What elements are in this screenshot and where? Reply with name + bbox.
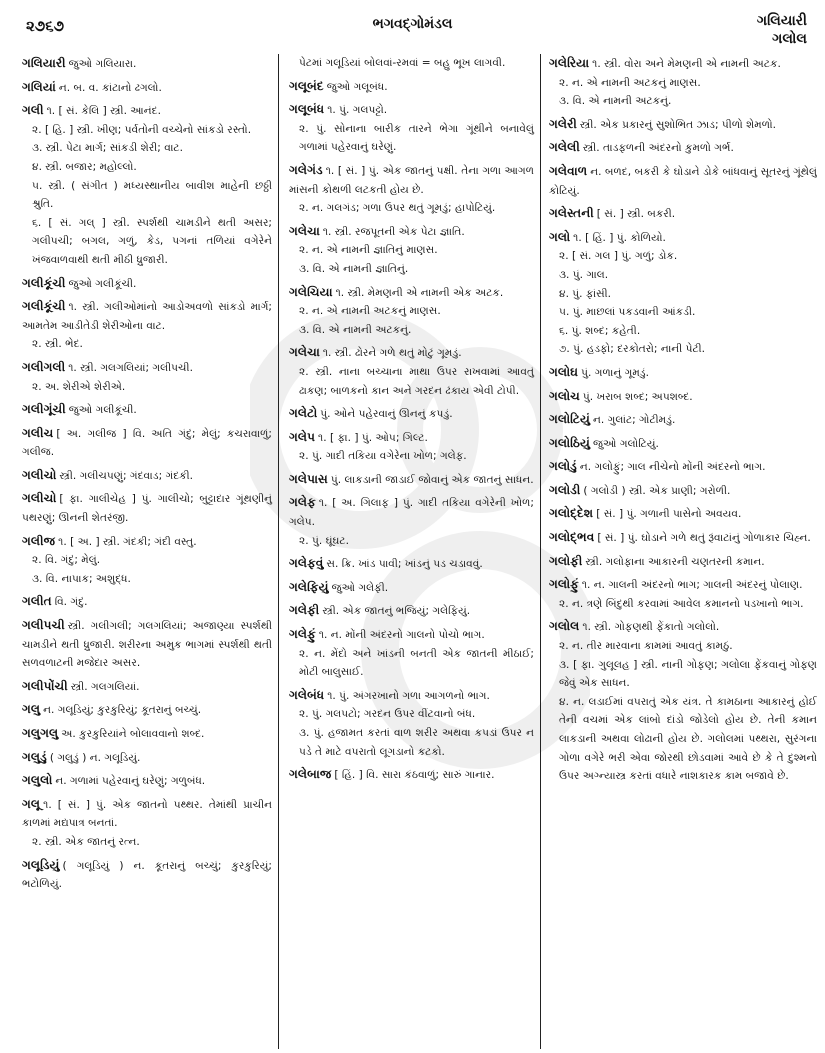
entry-definition: ન. ગલૂડિયું; કુરકુરિયું; કૂતરાનું બચ્ચું. (43, 704, 202, 717)
entry-sense: ૫. સ્ત્રી. ( સંગીત ) મધ્યસ્થાનીય બાવીશ માહેની છઠ્ઠી શ્રુતિ. (32, 179, 272, 211)
entry-headword: ગલીચ (22, 425, 54, 440)
dictionary-entry (549, 481, 817, 501)
dictionary-entry (22, 677, 272, 697)
dictionary-entry (549, 504, 817, 524)
entry-headword: ગલોલ (549, 619, 580, 634)
entry-definition: પું. ખરાબ શબ્દ; અપશબ્દ. (582, 390, 693, 403)
dictionary-entry (549, 552, 817, 572)
entry-definition: ન. બળદ, બકરી કે ઘોડાને ડોકે બાંધવાનું સૂતરનું ગૂંથેલું કોટિયું. (549, 165, 817, 197)
entry-headword: ગલોદ્દેશ (549, 506, 594, 521)
entry-sense: ૫. પું. માછલાં પકડવાની આંકડી. (559, 306, 696, 319)
dictionary-entry (549, 162, 817, 200)
entry-sense: ૨. સ્ત્રી. ભેદ. (32, 338, 83, 351)
page-number: ૨૭૬૭ (26, 17, 65, 35)
entry-headword: ગલુગલુ (22, 726, 59, 740)
dictionary-entry (22, 297, 272, 354)
entry-headword: ગલેસ્તની (549, 206, 594, 221)
dictionary-entry (289, 493, 534, 550)
dictionary-entry (549, 575, 817, 613)
entry-sense: ૨. પું. ઘૂંઘટ. (299, 534, 349, 547)
entry-headword: ગલીકૂંચી (22, 275, 66, 290)
entry-definition: જુઓ ગલીકૂંચી. (68, 404, 137, 417)
entry-definition: પેટમાં ગલૂડિયાં બોલવાં-રમવાં = બહુ ભૂખ લાગવી. (299, 57, 506, 69)
column-2 (278, 54, 540, 1049)
dictionary-entry (549, 457, 817, 477)
entry-headword: ગલીચો (22, 491, 57, 506)
entry-sense: ૨. વિ. ગંદું; મેલું. (32, 554, 101, 567)
entry-sense: ૨. ન. મેંદો અને ખાંડની બનતી એક જાતની મીઠાઈ; મોટી બાલુસાઈ. (299, 647, 534, 679)
entry-headword: ગલીગલી (22, 359, 66, 374)
entry-definition: ૧. સ્ત્રી. ઢોરને ગળે થતું મોટું ગૂમડું. (322, 347, 462, 360)
dictionary-entry (289, 54, 534, 73)
entry-sense: ૪. ન. લડાઈમાં વપરાતું એક યંત્ર. તે કામઠાના આકારનું હોઈ તેની વચમાં એક લાંબો દાંડો જોડેલો હોય છે. તેની કમાન લાકડાની અથવા લોઢાની હોય છે. ગલોલમાં પથ્થરા, સુરંગના ગોળા વગેરે ભરી એવા જોરથી છોડવામાં આવે છે કે તે દુશ્મનો ઉપર અગ્ન્યાસ્ત્ર કરતાં વધારે નાશકારક કામ બજાવે છે. (559, 695, 817, 783)
entry-sense: ૨. [ સં. ગલ ] પું. ગળું; ડોક. (559, 250, 678, 263)
entry-sense: ૨. પું. ગાદી તકિયા વગેરેના ખોળ; ગલેફ. (299, 450, 467, 463)
dictionary-entry (22, 748, 272, 768)
entry-definition: ૧. પું. અંગરખાનો ગળા આગળનો ભાગ. (327, 689, 490, 702)
dictionary-entry (549, 228, 817, 359)
dictionary-entry (549, 410, 817, 430)
entry-definition: પું. ઓને પહેરવાનું ઊનનું કપડું. (320, 408, 453, 421)
dictionary-entry (22, 532, 272, 589)
entry-definition: ૧. [ સં. ] પું. એક જાતનો પથ્થર. તેમાંથી પ્રાચીન કાળમાં મદ્યપાત્ર બનતાં. (22, 798, 272, 830)
guide-word-last: ગલોલ (772, 31, 807, 47)
dictionary-entry (549, 528, 817, 548)
entry-sense: ૨. [ હિ. ] સ્ત્રી. ખીણ; પર્વતોની વચ્ચેનો સાંકડો રસ્તો. (32, 123, 252, 136)
guide-word-first: ગલિયારી (756, 13, 807, 29)
entry-headword: ગલેફું (289, 627, 316, 642)
entry-headword: ગલેપાસ (289, 471, 328, 486)
entry-definition: ૧. સ્ત્રી. રજપૂતની એક પેટા જ્ઞાતિ. (322, 225, 465, 238)
entry-headword: ગલીપચી (22, 618, 65, 633)
dictionary-columns (22, 54, 817, 1049)
entry-definition: ૧. ન. મોંની અંદરનો ગાલનો પોચો ભાગ. (318, 629, 485, 642)
dictionary-entry (549, 204, 817, 224)
entry-sense: ૩. પું. હજામત કરતાં વાળ શરીર અથવા કપડાં ઉપર ન પડે તે માટે વપરાતો લૂગડાનો કટકો. (299, 727, 534, 758)
entry-sense: ૨. ન. તીર મારવાના કામમાં આવતું કામઠું. (559, 640, 733, 653)
dictionary-entry (289, 554, 534, 574)
dictionary-entry (289, 686, 534, 761)
entry-definition: ૧. [ સં. ] પું. એક જાતનું પક્ષી. તેના ગળા આગળ માંસની કોથળી લટકતી હોય છે. (289, 164, 534, 196)
entry-definition: સ્ત્રી. ગલગલિયાં. (70, 680, 140, 693)
dictionary-entry (22, 489, 272, 527)
entry-sense: ૩. [ ફા. ગુલૂલહ ] સ્ત્રી. નાની ગોફણ; ગલોલા ફેંકવાનું ગોફણ જેવું એક સાધન. (559, 658, 817, 690)
entry-definition: જુઓ ગલેફી. (331, 581, 389, 594)
entry-definition: ૧. [ અ. ગિલાફ ] પું. ગાદી તકિયા વગેરેની ખોળ; ગલેપ. (289, 497, 534, 529)
entry-definition: ( ગલોડી ) સ્ત્રી. એક પ્રાણી; ગરોળી. (583, 484, 731, 497)
entry-sense: ૩. વિ. એ નામની અટકનું. (559, 95, 672, 108)
entry-sense: ૨. પું. ગલપટો; ગરદન ઉપર વીંટવાનો બંધ. (299, 708, 476, 721)
dictionary-entry (22, 466, 272, 486)
entry-sense: ૨. પું. સોનાના બારીક તારને ભેગા ગૂંથીને બનાવેલું ગળામાં પહેરવાનું ઘરેણું. (299, 122, 534, 154)
dictionary-entry (22, 616, 272, 673)
entry-definition: ૧. ન. ગાલની અંદરનો ભાગ; ગાલની અંદરનું પોલાણ. (581, 579, 803, 592)
entry-headword: ગલેફિયું (289, 579, 329, 594)
entry-definition: [ સં. ] પું. ઘોડાને ગળે થતું રૂંવાટાંનું ગોળાકાર ચિહ્ન. (597, 532, 811, 545)
dictionary-entry (22, 400, 272, 420)
entry-headword: ગલિયારી (22, 56, 66, 70)
entry-headword: ગલીચો (22, 467, 57, 482)
entry-headword: ગલીકૂંચી (22, 299, 66, 314)
entry-headword: ગલેગંડ (289, 162, 323, 177)
entry-definition: પું. ગળાનું ગૂમડું. (581, 366, 649, 379)
entry-headword: ગલિયાં (22, 79, 56, 94)
dictionary-entry (549, 434, 817, 454)
dictionary-entry (289, 100, 534, 157)
dictionary-entry (289, 283, 534, 340)
entry-headword: ગલો (549, 229, 571, 244)
entry-sense: ૩. વિ. એ નામની અટકનું. (299, 323, 412, 336)
dictionary-entry (22, 54, 272, 74)
entry-definition: સ્ત્રી. એક જાતનું ભજિયું; ગલેફિયું. (322, 605, 471, 618)
dictionary-entry (289, 161, 534, 218)
entry-sense: ૨. ન. એ નામની જ્ઞાતિનું માણસ. (299, 244, 438, 257)
entry-definition: સ્ત્રી. ગલોફાના આકારની ચણતરની કમાન. (585, 555, 765, 568)
entry-headword: ગલૂબંદ (289, 78, 324, 93)
entry-headword: ગલેવાળ (549, 163, 588, 178)
entry-definition: ૧. [ સં. કેલિ ] સ્ત્રી. આનંદ. (46, 105, 161, 118)
entry-definition: [ હિં. ] વિ. સારા કંઠવાળું; સારું ગાનાર. (334, 769, 495, 782)
dictionary-entry (289, 470, 534, 490)
entry-definition: ૧. [ ફા. ] પું. ઓપ; ગિલ્ટ. (318, 431, 428, 444)
dictionary-entry (22, 274, 272, 294)
entry-definition: જુઓ ગલિયારા. (68, 58, 137, 70)
entry-headword: ગલી (22, 103, 44, 118)
entry-headword: ગલેરિયા (549, 56, 590, 70)
dictionary-entry (22, 358, 272, 396)
entry-headword: ગલેબાજ (289, 767, 332, 782)
dictionary-entry (22, 795, 272, 852)
dictionary-entry (289, 428, 534, 466)
dictionary-entry (549, 138, 817, 158)
entry-sense: ૨. ન. એ નામની અટકનું માણસ. (299, 305, 441, 318)
entry-headword: ગલેચા (289, 223, 320, 238)
column-3 (540, 54, 817, 1049)
dictionary-entry (22, 856, 272, 894)
entry-definition: ૧. [ અ. ] સ્ત્રી. ગંદકી; ગંદી વસ્તુ. (58, 535, 197, 548)
entry-headword: ગલોડું (549, 459, 577, 474)
entry-definition: ન. ગલોફું; ગાલ નીચેનો મોંની અંદરનો ભાગ. (579, 461, 766, 474)
entry-definition: ન. ગળામાં પહેરવાનું ઘરેણું; ગળુબંધ. (55, 775, 206, 788)
entry-sense: ૪. પું. ફાંસી. (559, 287, 612, 300)
entry-headword: ગલેફી (289, 603, 320, 618)
dictionary-entry (289, 343, 534, 400)
entry-headword: ગલૂ (22, 796, 41, 811)
entry-headword: ગલેલી (549, 140, 580, 155)
page-header (0, 0, 825, 48)
entry-sense: ૨. સ્ત્રી. નાના બચ્ચાના માથા ઉપર રાખવામાં આવતું ઢાકણ; બાળકનો કાન અને ગરદન ઢંકાય એવી ટોપી. (299, 365, 534, 397)
entry-headword: ગલોઘ (549, 364, 579, 379)
entry-headword: ગલૂડિયું (22, 857, 60, 872)
dictionary-entry (22, 700, 272, 720)
entry-sense: ૭. પું. હડફો; દરકોતરો; નાની પેટી. (559, 343, 706, 356)
entry-definition: ૧. પું. ગલપટ્ટો. (327, 104, 388, 117)
entry-headword: ગલોટિયું (549, 412, 590, 427)
entry-headword: ગલેરી (549, 116, 577, 131)
dictionary-entry (289, 601, 534, 621)
dictionary-entry (289, 404, 534, 424)
entry-definition: અ. કુરકુરિયાંને બોલાવવાનો શબ્દ. (61, 728, 205, 740)
entry-definition: જુઓ ગલૂબંધ. (326, 80, 388, 93)
entry-headword: ગલેપ (289, 429, 316, 444)
entry-definition: પું. લાકડાની જાડાઈ જોવાનું એક જાતનું સાધન. (330, 473, 534, 486)
entry-definition: જુઓ ગલીકૂંચી. (68, 277, 137, 290)
entry-definition: વિ. ગંદું. (54, 596, 88, 609)
entry-headword: ગલુ (22, 702, 41, 717)
dictionary-entry (22, 724, 272, 744)
dictionary-entry (549, 363, 817, 383)
entry-headword: ગલીપોંચી (22, 678, 68, 693)
entry-definition: સ્ત્રી. એક પ્રકારનું સુશોભિત ઝાડ; પીળો શેમળો. (579, 118, 777, 131)
dictionary-entry (549, 387, 817, 407)
entry-sense: ૬. પું. શબ્દ; કહેતી. (559, 324, 641, 337)
entry-definition: ૧. સ્ત્રી. મેમણની એ નામની એક અટક. (335, 286, 504, 299)
entry-definition: [ ફા. ગાલીચેહ ] પું. ગાલીચો; બુટ્ટાદાર ગૂંથણીનું પથરણું; ઊનની શેતરંજી. (22, 493, 272, 525)
entry-headword: ગલોઠિયું (549, 435, 590, 450)
dictionary-entry (22, 78, 272, 98)
entry-sense: ૨. ન. ત્રણે બિંદુથી કરવામાં આવેલ કમાનનો પડખાનો ભાગ. (559, 597, 804, 610)
entry-definition: ૧. [ હિં. ] પું. કોળિયો. (573, 231, 666, 244)
entry-headword: ગલૂબંધ (289, 102, 325, 117)
dictionary-entry (289, 578, 534, 598)
dictionary-entry (22, 592, 272, 612)
entry-definition: સ્ત્રી. તાડફળની અંદરનો કુમળો ગર્ભ. (582, 142, 734, 155)
dictionary-entry (22, 424, 272, 462)
entry-headword: ગલેચિયા (289, 284, 333, 299)
entry-headword: ગલોચ (549, 388, 580, 403)
entry-definition: સ. ક્રિ. ખાંડ પાવી; ખાંડનું પડ ચડાવવું. (326, 558, 483, 571)
entry-headword: ગલેફ (289, 495, 316, 510)
entry-definition: ન. ગુલાંટ; ગોટીમડું. (593, 414, 676, 427)
dictionary-entry (289, 77, 534, 97)
dictionary-entry (549, 54, 817, 111)
entry-definition: [ સં. ] સ્ત્રી. બકરી. (596, 208, 676, 221)
entry-headword: ગલુલો (22, 773, 53, 788)
entry-sense: ૨. ન. ગલગંડ; ગળા ઉપર થતું ગૂમડું; હાપોટિયું. (299, 202, 496, 215)
entry-definition: સ્ત્રી. ગલીચપણું; ગંદવાડ; ગંદકી. (59, 469, 194, 482)
entry-headword: ગલેટો (289, 406, 318, 421)
entry-definition: ( ગલૂડિયું ) ન. કૂતરાનું બચ્ચું; કુરકુરિયું; ભટોળિયું. (22, 859, 272, 891)
entry-headword: ગલીત (22, 594, 52, 609)
dictionary-entry (549, 115, 817, 135)
entry-definition: સ્ત્રી. ગલીગલી; ગલગલિયાં; અજાણ્યા સ્પર્શથી ચામડીને થતી ધ્રુજારી. શરીરના અમુક ભાગમાં સ્પર્શથી થતી સળવળાટની મજેદાર અસર. (22, 620, 272, 670)
dictionary-entry (289, 765, 534, 785)
entry-definition: ૧. સ્ત્રી. ગલીઓમાંનો આડોઅવળો સાંકડો માર્ગ; આમતેમ આડીતેડી શેરીઓના વાટ. (22, 301, 272, 332)
dictionary-entry (289, 222, 534, 279)
entry-headword: ગલોફું (549, 577, 579, 592)
entry-definition: [ અ. ગલીજ ] વિ. અતિ ગંદું; મેલું; કચરાવાળું; ગલીજ. (22, 427, 272, 459)
entry-headword: ગલેચા (289, 345, 320, 360)
entry-headword: ગલેબંધ (289, 687, 325, 702)
entry-headword: ગલીગૂંચી (22, 402, 66, 417)
entry-sense: ૨. સ્ત્રી. એક જાતનું રત્ન. (32, 835, 140, 848)
entry-definition: જુઓ ગલોટિયું. (593, 437, 659, 450)
book-title: ભગવદ્ગોમંડલ (372, 16, 453, 32)
entry-sense: ૨. અ. શેરીએ શેરીએ. (32, 380, 126, 393)
entry-sense: ૬. [ સં. ગલ્ ] સ્ત્રી. સ્પર્શથી ચામડીને થતી અસર; ગલીપચી; બગલ, ગળું, કેડ, પગનાં તળિયાં વગેરેને ખંજવાળવાથી થતી મીઠી ધ્રુજારી. (32, 216, 272, 266)
entry-sense: ૩. સ્ત્રી. પેટા માર્ગ; સાંકડી શેરી; વાટ. (32, 142, 183, 155)
entry-definition: ૧. સ્ત્રી. ગલગલિયાં; ગલીપચી. (68, 361, 193, 374)
entry-headword: ગલોદ્ભવ (549, 530, 595, 545)
entry-sense: ૩. પું. ગાલ. (559, 268, 609, 281)
dictionary-entry (289, 625, 534, 682)
entry-definition: ( ગલુડું ) ન. ગલૂડિયું. (49, 751, 141, 764)
entry-headword: ગલીજ (22, 533, 56, 548)
entry-headword: ગલુડું (22, 749, 47, 764)
column-1 (22, 54, 278, 1049)
entry-definition: ૧. સ્ત્રી. ગોફણથી ફેંકાતો ગલોલો. (582, 621, 720, 634)
entry-definition: ન. બ. વ. કાંટાનો ઢગલો. (58, 81, 162, 94)
entry-sense: ૨. ન. એ નામની અટકનું માણસ. (559, 76, 701, 89)
entry-sense: ૩. વિ. નાપાક; અશુદ્ધ. (32, 572, 131, 585)
entry-headword: ગલોફી (549, 553, 583, 568)
dictionary-entry (549, 617, 817, 785)
entry-headword: ગલોડી (549, 482, 581, 497)
dictionary-entry (22, 771, 272, 791)
entry-headword: ગલેફવું (289, 556, 324, 571)
entry-sense: ૪. સ્ત્રી. બજાર; મહોલ્લો. (32, 160, 137, 173)
dictionary-entry (22, 101, 272, 269)
entry-sense: ૩. વિ. એ નામની જ્ઞાતિનું. (299, 262, 409, 275)
guide-words (757, 12, 807, 48)
entry-definition: [ સં. ] પું. ગળાની પાસેનો અવયવ. (596, 508, 742, 521)
entry-definition: ૧. સ્ત્રી. વોરા અને મેમણની એ નામની અટક. (592, 58, 781, 70)
